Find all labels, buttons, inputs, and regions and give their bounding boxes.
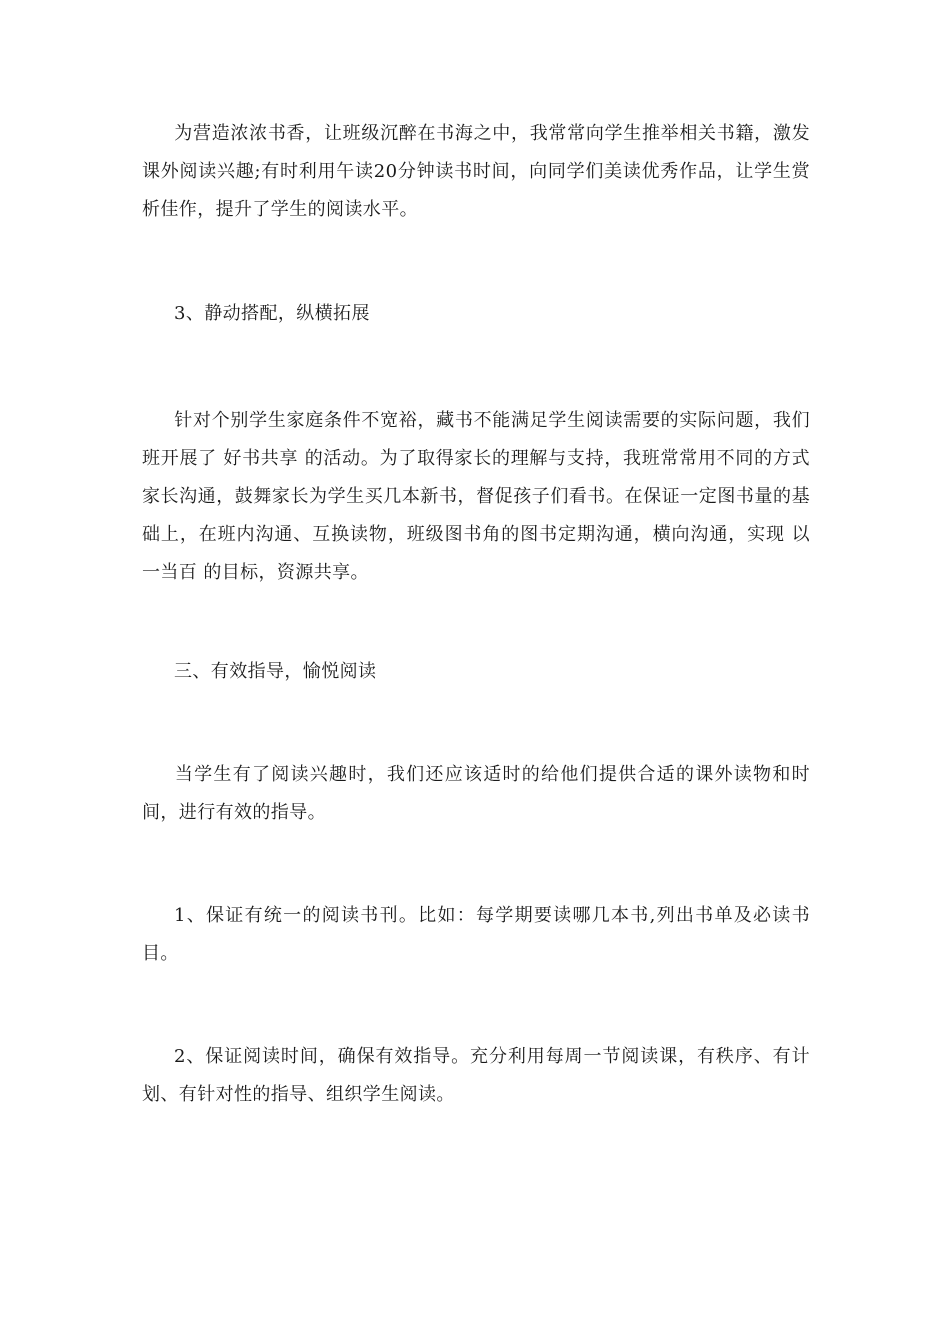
- paragraph-book-sharing: [142, 402, 810, 592]
- paragraph-text: 2、保证阅读时间，确保有效指导。充分利用每周一节阅读课，有秩序、有计划、有针对性的指导、组织学生阅读。: [142, 1046, 810, 1105]
- paragraph-text: 针对个别学生家庭条件不宽裕，藏书不能满足学生阅读需要的实际问题，我们班开展了 好书共享 的活动。为了取得家长的理解与支持，我班常常用不同的方式家长沟通，鼓舞家长为学生买几本新书，督促孩子们看书。在保证一定图书量的基础上，在班内沟通、互换读物，班级图书角的图书定期沟通，横向沟通，实现 以一当百 的目标，资源共享。: [142, 410, 810, 583]
- paragraph-text: 1、保证有统一的阅读书刊。比如：每学期要读哪几本书,列出书单及必读书目。: [142, 905, 810, 964]
- paragraph-reading-time: [142, 1038, 810, 1114]
- section-heading-static-dynamic: 3、静动搭配，纵横拓展: [174, 303, 370, 324]
- paragraph-guidance-intro: [142, 756, 810, 832]
- paragraph-reading-atmosphere: [142, 115, 810, 229]
- paragraph-text: 当学生有了阅读兴趣时，我们还应该适时的给他们提供合适的课外读物和时间，进行有效的指导。: [142, 764, 810, 823]
- section-heading-effective-guidance: 三、有效指导，愉悦阅读: [174, 661, 377, 682]
- paragraph-unified-books: [142, 897, 810, 973]
- paragraph-text: 为营造浓浓书香，让班级沉醉在书海之中，我常常向学生推举相关书籍，激发课外阅读兴趣;有时利用午读20分钟读书时间，向同学们美读优秀作品，让学生赏析佳作，提升了学生的阅读水平。: [142, 123, 810, 220]
